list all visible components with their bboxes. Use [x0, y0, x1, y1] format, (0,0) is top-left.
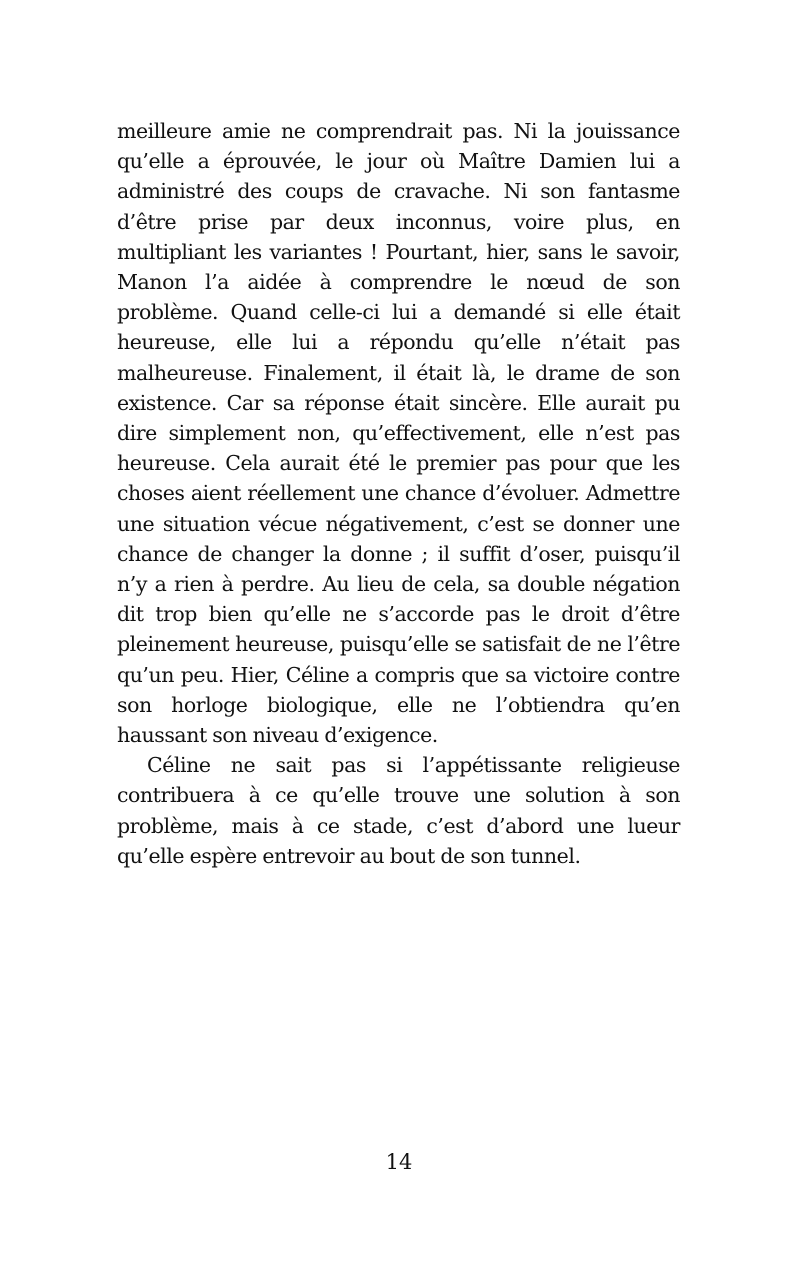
paragraph-1: meilleure amie ne comprendrait pas. Ni la jouissance qu’elle a éprouvée, le jour où Maître Damien lui a administré des coups de cravache. Ni son fantasme d’être prise par deux inconnus, voire plus, en multipliant les variantes ! Pourtant, hier, sans le savoir, Manon l’a aidée à comprendre le nœud de son problème. Quand celle-ci lui a demandé si elle était heureuse, elle lui a répondu qu’elle n’était pas malheureuse. Finalement, il était là, le drame de son existence. Car sa réponse était sincère. Elle aurait pu dire simplement non, qu’effectivement, elle n’est pas heureuse. Cela aurait été le premier pas pour que les choses aient réellement une chance d’évoluer. Admettre une situation vécue négativement, c’est se donner une chance de changer la donne ; il suffit d’oser, puisqu’il n’y a rien à perdre. Au lieu de cela, sa double négation dit trop bien qu’elle ne s’accorde pas le droit d’être pleinement heureuse, puisqu’elle se satisfait de ne l’être qu’un peu. Hier, Céline a compris que sa victoire contre son horloge biologique, elle ne l’obtiendra qu’en haussant son niveau d’exigence. [117, 119, 680, 748]
paragraph-2: Céline ne sait pas si l’appétissante religieuse contribuera à ce qu’elle trouve une solution à son problème, mais à ce stade, c’est d’abord une lueur qu’elle espère entrevoir au bout de son tunnel. [117, 753, 680, 868]
page-number: 14 [385, 1150, 413, 1174]
body-text [117, 116, 680, 871]
